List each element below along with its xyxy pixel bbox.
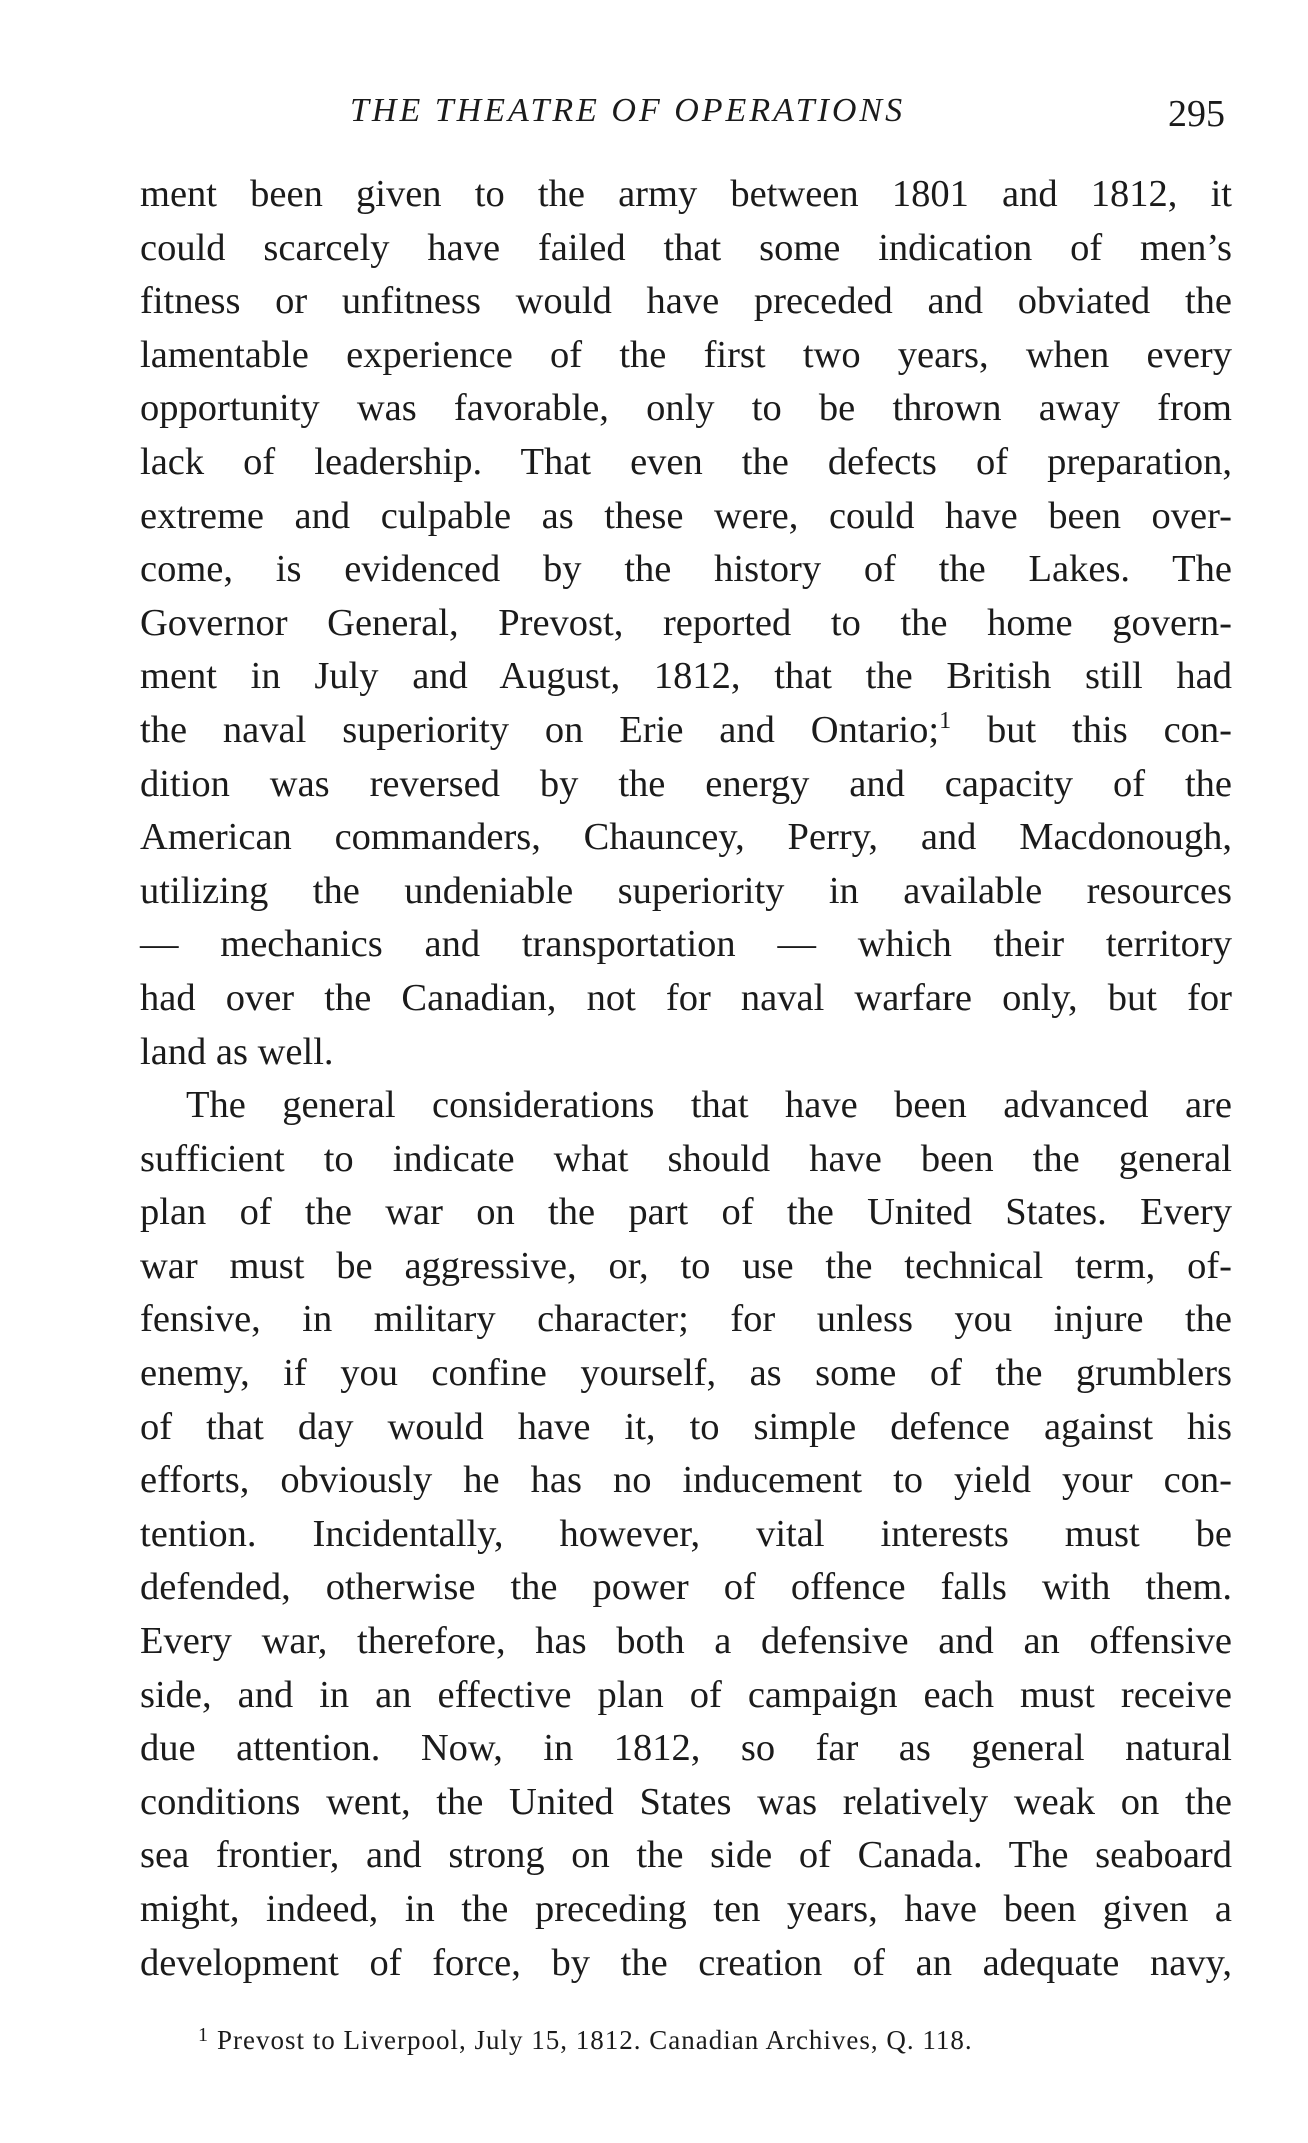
text-line: dition was reversed by the energy and capacity of the xyxy=(140,762,1232,805)
footnote xyxy=(198,2024,973,2056)
text-line: come, is evidenced by the history of the Lakes. The xyxy=(140,548,1232,591)
text-line: The general considerations that have been advanced are xyxy=(186,1084,1232,1127)
text-line: side, and in an effective plan of campaign each must receive xyxy=(140,1673,1232,1716)
text-line: land as well. xyxy=(140,1030,334,1073)
page-number: 295 xyxy=(1168,93,1225,135)
text-line: development of force, by the creation of an adequate navy, xyxy=(140,1941,1232,1984)
text-line: plan of the war on the part of the United States. Every xyxy=(140,1191,1232,1234)
text-segment: but this con- xyxy=(951,708,1232,751)
footnote-marker: 1 xyxy=(198,2024,209,2046)
text-line: Every war, therefore, has both a defensive and an offensive xyxy=(140,1620,1232,1663)
text-line: had over the Canadian, not for naval warfare only, but for xyxy=(140,976,1232,1019)
text-line: could scarcely have failed that some indication of men’s xyxy=(140,226,1232,269)
text-line: of that day would have it, to simple defence against his xyxy=(140,1405,1232,1448)
text-line: Governor General, Prevost, reported to the home govern- xyxy=(140,601,1232,644)
text-line: American commanders, Chauncey, Perry, and Macdonough, xyxy=(140,816,1232,859)
text-line: fitness or unfitness would have preceded and obviated the xyxy=(140,280,1232,323)
text-line: ment been given to the army between 1801 and 1812, it xyxy=(140,173,1232,215)
text-line-with-footnote-ref xyxy=(140,704,1232,758)
text-line: lack of leadership. That even the defects of preparation, xyxy=(140,440,1232,483)
text-line: efforts, obviously he has no inducement to yield your con- xyxy=(140,1459,1232,1502)
text-line: enemy, if you confine yourself, as some of the grumblers xyxy=(140,1352,1232,1395)
text-line: sea frontier, and strong on the side of Canada. The seaboard xyxy=(140,1834,1232,1877)
text-line: tention. Incidentally, however, vital interests must be xyxy=(140,1512,1232,1555)
text-line: — mechanics and transportation — which their territory xyxy=(140,923,1232,966)
text-line: extreme and culpable as these were, could have been over- xyxy=(140,494,1232,537)
text-line: might, indeed, in the preceding ten years, have been given a xyxy=(140,1888,1232,1930)
body-text xyxy=(140,168,1232,1990)
text-line: due attention. Now, in 1812, so far as general natural xyxy=(140,1727,1232,1770)
text-segment: the naval superiority on Erie and Ontario; xyxy=(140,708,940,751)
footnote-text: Prevost to Liverpool, July 15, 1812. Canadian Archives, Q. 118. xyxy=(217,2025,973,2055)
text-line: ment in July and August, 1812, that the British still had xyxy=(140,655,1232,698)
text-line: fensive, in military character; for unless you injure the xyxy=(140,1298,1232,1341)
text-line: conditions went, the United States was relatively weak on the xyxy=(140,1780,1232,1823)
text-line: opportunity was favorable, only to be thrown away from xyxy=(140,387,1232,430)
text-line: war must be aggressive, or, to use the technical term, of- xyxy=(140,1244,1232,1287)
text-line: defended, otherwise the power of offence falls with them. xyxy=(140,1566,1232,1609)
text-line: sufficient to indicate what should have been the general xyxy=(140,1137,1232,1180)
running-title: THE THEATRE OF OPERATIONS xyxy=(350,92,906,129)
footnote-reference: 1 xyxy=(939,707,952,734)
text-line: utilizing the undeniable superiority in available resources xyxy=(140,869,1232,912)
running-header xyxy=(0,92,1308,142)
text-line: lamentable experience of the first two years, when every xyxy=(140,333,1232,376)
